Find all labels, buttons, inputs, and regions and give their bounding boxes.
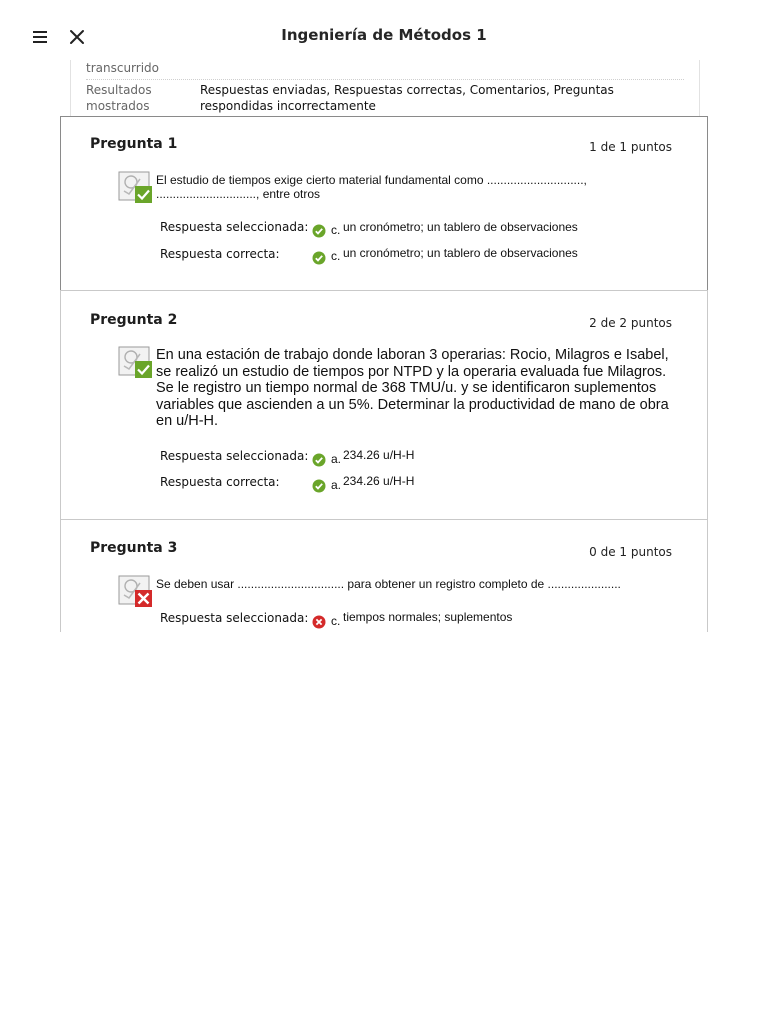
correct-answer-label: Respuesta correcta: [160, 247, 280, 261]
question-title: Pregunta 3 [90, 540, 178, 556]
incorrect-x-icon [312, 615, 326, 629]
page-title: Ingeniería de Métodos 1 [281, 26, 487, 44]
incorrect-question-icon [118, 575, 152, 607]
selected-answer-label: Respuesta seleccionada: [160, 611, 309, 625]
question-title: Pregunta 1 [90, 136, 178, 152]
summary-key: Resultados mostrados [86, 83, 152, 113]
summary-value: Respuestas enviadas, Respuestas correctas, Comentarios, Preguntas respondidas incorrectamente [200, 83, 614, 113]
question-card-2 [60, 290, 708, 520]
question-text: El estudio de tiempos exige cierto material fundamental como ............................., .............................., entre otros [156, 173, 587, 201]
question-points: 1 de 1 puntos [589, 140, 672, 154]
correct-question-icon [118, 171, 152, 203]
correct-answer-text: un cronómetro; un tablero de observaciones [343, 246, 578, 260]
summary-row [86, 60, 684, 80]
correct-answer-letter: c. [331, 249, 341, 263]
summary-key: transcurrido [86, 61, 160, 75]
question-points: 0 de 1 puntos [589, 545, 672, 559]
results-scroll-area[interactable] [0, 60, 768, 632]
summary-table [70, 60, 700, 116]
correct-answer-letter: a. [331, 478, 342, 492]
question-points: 2 de 2 puntos [589, 316, 672, 330]
selected-answer-text: un cronómetro; un tablero de observaciones [343, 220, 578, 234]
correct-answer-text: 234.26 u/H-H [343, 474, 415, 488]
selected-answer-letter: c. [331, 223, 341, 237]
correct-check-icon [312, 224, 326, 238]
question-text: En una estación de trabajo donde laboran 3 operarias: Rocio, Milagros e Isabel, se realizó un estudio de tiempos por NTPD y la operaria evaluada fue Milagros. Se le registro un tiempo normal de 368 TMU/u. y se identificaron suplementos variables que ascienden a un 5%. Determinar la productividad de mano de obra en u/H-H. [156, 347, 669, 429]
correct-check-icon [312, 453, 326, 467]
question-text: Se deben usar ................................ para obtener un registro completo de ...................... [156, 577, 621, 591]
correct-check-icon [312, 251, 326, 265]
correct-answer-label: Respuesta correcta: [160, 475, 280, 489]
selected-answer-letter: a. [331, 452, 342, 466]
selected-answer-letter: c. [331, 614, 341, 628]
question-title: Pregunta 2 [90, 312, 178, 328]
correct-check-icon [312, 479, 326, 493]
question-card-1 [60, 116, 708, 291]
selected-answer-label: Respuesta seleccionada: [160, 220, 309, 234]
selected-answer-text: 234.26 u/H-H [343, 448, 415, 462]
question-card-3 [60, 519, 708, 632]
selected-answer-text: tiempos normales; suplementos [343, 610, 513, 624]
correct-question-icon [118, 346, 152, 378]
selected-answer-label: Respuesta seleccionada: [160, 449, 309, 463]
